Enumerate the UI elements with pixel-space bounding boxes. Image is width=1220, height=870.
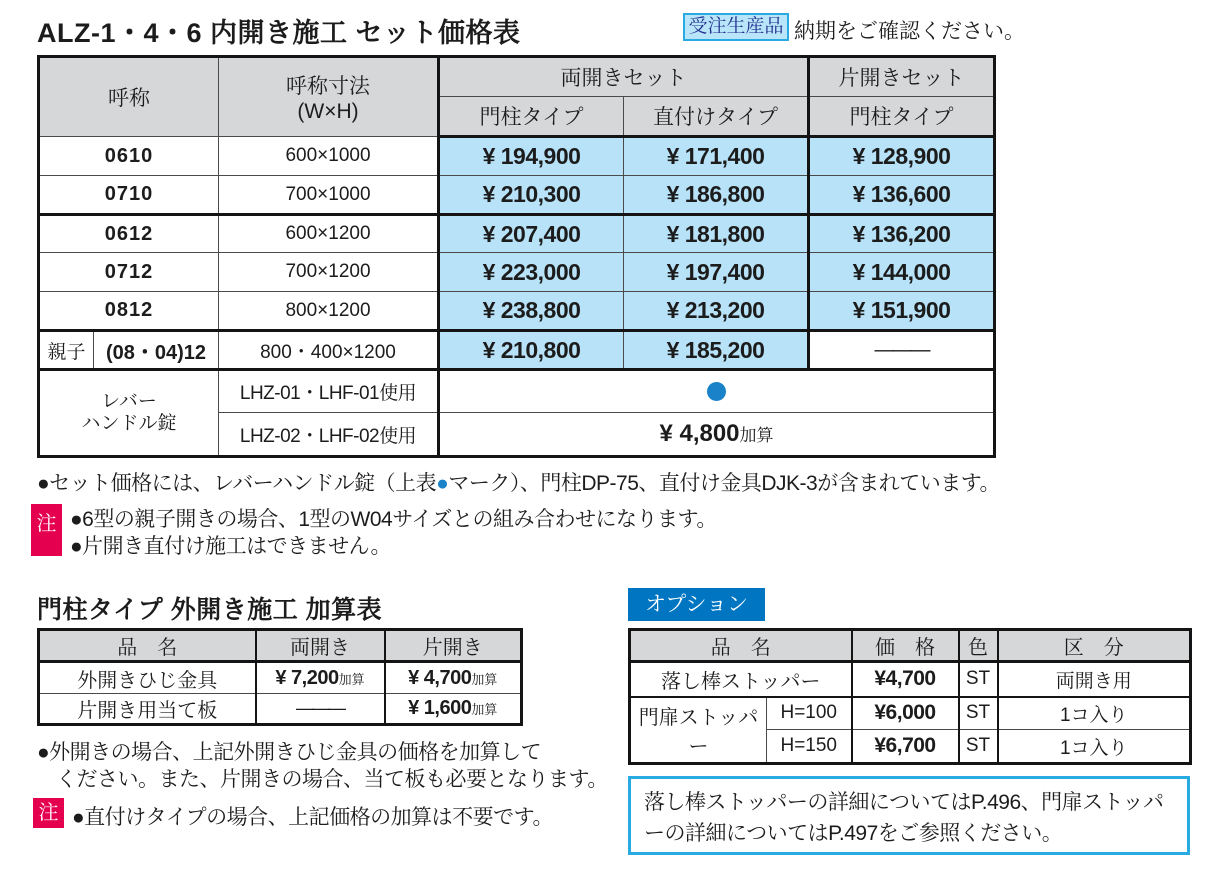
table-row — [39, 292, 995, 331]
opt-item-sub: H=100 — [767, 697, 852, 730]
addition-section-title: 門柱タイプ 外開き施工 加算表 — [37, 596, 383, 624]
opt-color: ST — [959, 730, 998, 764]
table-row — [39, 253, 995, 292]
price-double-pillar: ¥ 210,300 — [439, 176, 624, 215]
lever-included-cell — [439, 370, 995, 413]
price-double-pillar: ¥ 210,800 — [439, 331, 624, 370]
options-badge: オプション — [628, 588, 765, 621]
opt-category: 1コ入り — [998, 730, 1191, 764]
model-size: 600×1000 — [219, 137, 439, 176]
lever-lock-label — [39, 370, 219, 457]
price-double-direct: ¥ 197,400 — [624, 253, 809, 292]
table-row — [39, 694, 522, 725]
price-single-pillar: ¥ 136,200 — [809, 215, 995, 253]
stopper-reference-box: 落し棒ストッパーの詳細についてはP.496、門扉ストッパーの詳細についてはP.497をご参照ください。 — [628, 776, 1190, 855]
model-code: (08・04)12 — [94, 331, 219, 370]
caution-note-2: ●片開き直付け施工はできません。 — [70, 535, 391, 558]
price-value: ¥ 4,700 — [408, 666, 472, 689]
price-double-pillar: ¥ 194,900 — [439, 137, 624, 176]
included-dot-inline-icon: ● — [436, 472, 449, 495]
model-code: 0710 — [39, 176, 219, 215]
opt-item-name: 落し棒ストッパー — [630, 662, 852, 697]
add-col-double: 両開き — [256, 630, 385, 662]
price-double-pillar: ¥ 238,800 — [439, 292, 624, 331]
outward-note-line1: ●外開きの場合、上記外開きひじ金具の価格を加算して — [37, 741, 542, 764]
opt-price: ¥4,700 — [852, 662, 959, 697]
model-size: 700×1200 — [219, 253, 439, 292]
delivery-note: 納期をご確認ください。 — [794, 20, 1025, 43]
opt-price: ¥6,700 — [852, 730, 959, 764]
model-code: 0712 — [39, 253, 219, 292]
opt-col-price: 価 格 — [852, 630, 959, 662]
col-group-single-set: 片開きセット — [809, 57, 995, 97]
col-header-size-line2: (W×H) — [297, 100, 359, 123]
lever-addition-cell — [439, 413, 995, 457]
oyako-prefix: 親子 — [39, 331, 94, 370]
price-suffix: 加算 — [471, 702, 498, 717]
col-header-pillar-type: 門柱タイプ — [439, 97, 624, 137]
opt-price: ¥6,000 — [852, 697, 959, 730]
price-single-pillar: ¥ 128,900 — [809, 137, 995, 176]
addition-price-table — [37, 628, 523, 726]
add-price-double — [256, 662, 385, 694]
set-price-table — [37, 55, 996, 458]
price-double-direct: ¥ 213,200 — [624, 292, 809, 331]
col-header-size-line1: 呼称寸法 — [286, 75, 370, 98]
price-double-direct: ¥ 181,800 — [624, 215, 809, 253]
price-single-dash: ——— — [809, 331, 995, 370]
table-row-lever-1 — [39, 370, 995, 413]
add-item-name: 片開き用当て板 — [39, 694, 256, 725]
opt-col-category: 区 分 — [998, 630, 1191, 662]
table-row — [630, 697, 1191, 730]
lever-usage-1: LHZ-01・LHF-01使用 — [219, 370, 439, 413]
model-code: 0610 — [39, 137, 219, 176]
options-table — [628, 628, 1192, 765]
price-suffix: 加算 — [338, 671, 365, 687]
price-double-direct: ¥ 171,400 — [624, 137, 809, 176]
price-single-pillar: ¥ 136,600 — [809, 176, 995, 215]
col-group-double-set: 両開きセット — [439, 57, 809, 97]
model-size: 600×1200 — [219, 215, 439, 253]
table-row — [39, 176, 995, 215]
price-value: ¥ 7,200 — [275, 666, 339, 689]
add-price-single — [385, 694, 522, 725]
table-row-oyako — [39, 331, 995, 370]
opt-item-sub: H=150 — [767, 730, 852, 764]
add-col-name: 品 名 — [39, 630, 256, 662]
col-header-name: 呼称 — [39, 57, 219, 137]
model-size: 800×1200 — [219, 292, 439, 331]
outward-note-line2: ください。また、片開きの場合、当て板も必要となります。 — [56, 768, 608, 791]
price-double-direct: ¥ 186,800 — [624, 176, 809, 215]
caution-note-3: ●直付けタイプの場合、上記価格の加算は不要です。 — [72, 806, 553, 829]
made-to-order-badge: 受注生産品 — [683, 13, 789, 41]
caution-note-1: ●6型の親子開きの場合、1型のW04サイズとの組み合わせになります。 — [70, 508, 717, 531]
col-header-size — [219, 57, 439, 137]
price-single-pillar: ¥ 144,000 — [809, 253, 995, 292]
price-double-direct: ¥ 185,200 — [624, 331, 809, 370]
opt-col-name: 品 名 — [630, 630, 852, 662]
caution-badge: 注 — [31, 504, 62, 556]
included-note-part2: マーク）、門柱DP-75、直付け金具DJK-3が含まれています。 — [448, 472, 1001, 495]
col-header-pillar-type-single: 門柱タイプ — [809, 97, 995, 137]
lever-addition-price: ¥ 4,800 — [659, 420, 740, 447]
price-single-pillar: ¥ 151,900 — [809, 292, 995, 331]
opt-color: ST — [959, 662, 998, 697]
lever-label-line2: ハンドル錠 — [81, 413, 177, 434]
opt-category: 1コ入り — [998, 697, 1191, 730]
model-size: 800・400×1200 — [219, 331, 439, 370]
add-col-single: 片開き — [385, 630, 522, 662]
add-item-name: 外開きひじ金具 — [39, 662, 256, 694]
included-dot-icon — [707, 382, 726, 401]
table-row — [39, 215, 995, 253]
lever-addition-suffix: 加算 — [739, 426, 774, 445]
price-value: ¥ 1,600 — [408, 697, 472, 719]
opt-category: 両開き用 — [998, 662, 1191, 697]
included-items-note — [37, 467, 1000, 497]
add-price-double-dash: ——— — [256, 694, 385, 725]
table-row — [630, 662, 1191, 697]
model-code: 0812 — [39, 292, 219, 331]
table-row — [39, 137, 995, 176]
price-double-pillar: ¥ 207,400 — [439, 215, 624, 253]
price-suffix: 加算 — [471, 671, 498, 687]
opt-col-color: 色 — [959, 630, 998, 662]
table-row — [39, 662, 522, 694]
add-price-single — [385, 662, 522, 694]
model-code: 0612 — [39, 215, 219, 253]
col-header-direct-type: 直付けタイプ — [624, 97, 809, 137]
included-note-part1: ●セット価格には、レバーハンドル錠（上表 — [37, 472, 437, 495]
opt-item-name: 門扉ストッパー — [630, 697, 767, 764]
caution-badge-2: 注 — [33, 798, 64, 828]
opt-color: ST — [959, 697, 998, 730]
page-title: ALZ-1・4・6 内開き施工 セット価格表 — [37, 18, 521, 48]
price-double-pillar: ¥ 223,000 — [439, 253, 624, 292]
lever-label-line1: レバー — [101, 391, 157, 412]
lever-usage-2: LHZ-02・LHF-02使用 — [219, 413, 439, 457]
model-size: 700×1000 — [219, 176, 439, 215]
